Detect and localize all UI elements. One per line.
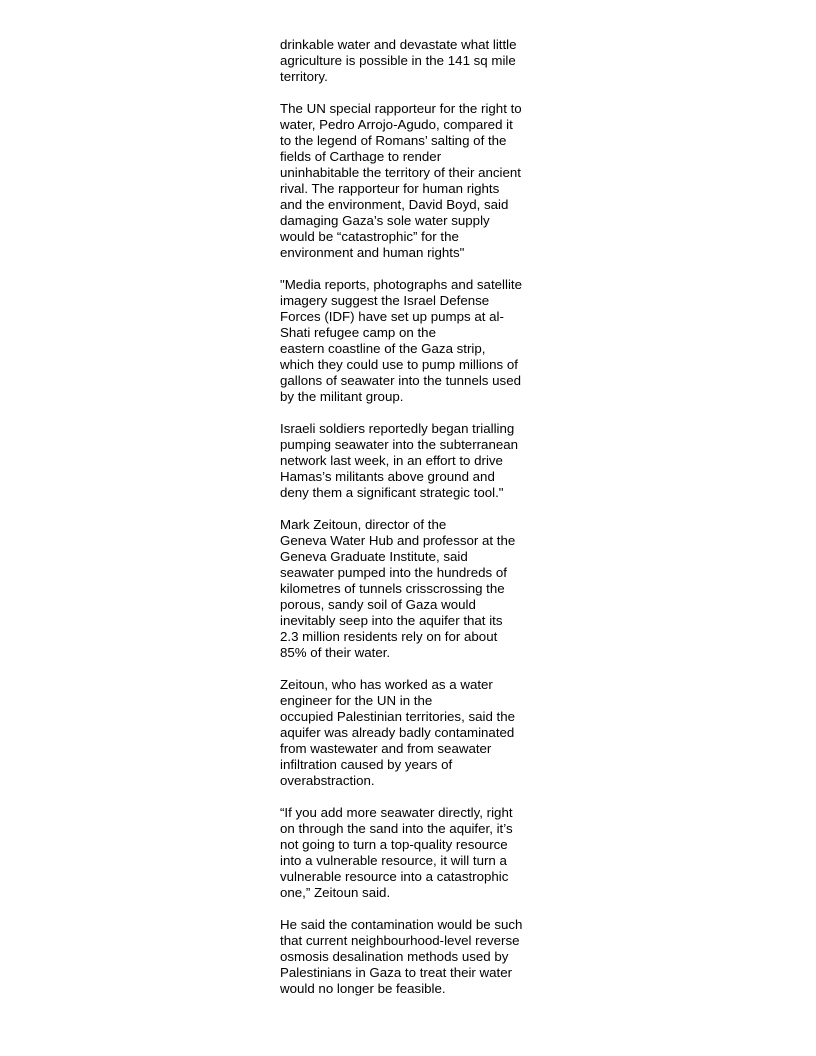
text-line: not going to turn a top-quality resource (280, 837, 508, 852)
text-line: imagery suggest the Israel Defense (280, 293, 490, 308)
text-line: network last week, in an effort to drive (280, 453, 503, 468)
text-line: environment and human rights" (280, 245, 465, 260)
text-line: porous, sandy soil of Gaza would (280, 597, 476, 612)
text-line: deny them a significant strategic tool." (280, 485, 504, 500)
text-line: into a vulnerable resource, it will turn a (280, 853, 507, 868)
text-line: which they could use to pump millions of (280, 357, 518, 372)
text-line: would be “catastrophic” for the (280, 229, 459, 244)
text-line: engineer for the UN in the (280, 693, 433, 708)
text-line: gallons of seawater into the tunnels used (280, 373, 521, 388)
text-line: and the environment, David Boyd, said (280, 197, 509, 212)
paragraph-8 (280, 917, 542, 997)
text-line: “If you add more seawater directly, right (280, 805, 513, 820)
text-line: damaging Gaza’s sole water supply (280, 213, 490, 228)
text-line: on through the sand into the aquifer, it’s (280, 821, 513, 836)
text-line: inevitably seep into the aquifer that its (280, 613, 503, 628)
text-line: vulnerable resource into a catastrophic (280, 869, 509, 884)
paragraph-6 (280, 677, 542, 789)
text-line: seawater pumped into the hundreds of (280, 565, 507, 580)
paragraph-5 (280, 517, 542, 661)
text-line: Hamas’s militants above ground and (280, 469, 495, 484)
text-line: aquifer was already badly contaminated (280, 725, 515, 740)
text-line: rival. The rapporteur for human rights (280, 181, 500, 196)
text-line: 85% of their water. (280, 645, 391, 660)
text-line: Shati refugee camp on the (280, 325, 436, 340)
paragraph-7 (280, 805, 542, 901)
text-line: 2.3 million residents rely on for about (280, 629, 498, 644)
text-line: one,” Zeitoun said. (280, 885, 391, 900)
text-line: from wastewater and from seawater (280, 741, 492, 756)
text-line: pumping seawater into the subterranean (280, 437, 519, 452)
paragraph-3 (280, 277, 542, 405)
text-line: fields of Carthage to render (280, 149, 442, 164)
paragraph-4 (280, 421, 542, 501)
text-line: The UN special rapporteur for the right to (280, 101, 522, 116)
text-line: occupied Palestinian territories, said the (280, 709, 516, 724)
text-line: Forces (IDF) have set up pumps at al- (280, 309, 504, 324)
article-body (280, 37, 542, 1013)
text-line: osmosis desalination methods used by (280, 949, 509, 964)
text-line: that current neighbourhood-level reverse (280, 933, 520, 948)
text-line: He said the contamination would be such (280, 917, 523, 932)
text-line: eastern coastline of the Gaza strip, (280, 341, 486, 356)
text-line: water, Pedro Arrojo-Agudo, compared it (280, 117, 513, 132)
text-line: infiltration caused by years of (280, 757, 453, 772)
text-line: would no longer be feasible. (280, 981, 446, 996)
text-line: kilometres of tunnels crisscrossing the (280, 581, 505, 596)
text-line: to the legend of Romans’ salting of the (280, 133, 507, 148)
text-line: uninhabitable the territory of their ancient (280, 165, 521, 180)
paragraph-2 (280, 101, 542, 261)
text-line: overabstraction. (280, 773, 375, 788)
text-line: by the militant group. (280, 389, 404, 404)
text-line: Geneva Graduate Institute, said (280, 549, 468, 564)
text-line: Palestinians in Gaza to treat their water (280, 965, 513, 980)
text-line: Mark Zeitoun, director of the (280, 517, 447, 532)
text-line: agriculture is possible in the 141 sq mile (280, 53, 516, 68)
text-line: "Media reports, photographs and satellite (280, 277, 522, 292)
paragraph-1 (280, 37, 542, 85)
text-line: Israeli soldiers reportedly began trialling (280, 421, 515, 436)
text-line: territory. (280, 69, 328, 84)
text-line: Geneva Water Hub and professor at the (280, 533, 516, 548)
text-line: Zeitoun, who has worked as a water (280, 677, 493, 692)
text-line: drinkable water and devastate what little (280, 37, 517, 52)
